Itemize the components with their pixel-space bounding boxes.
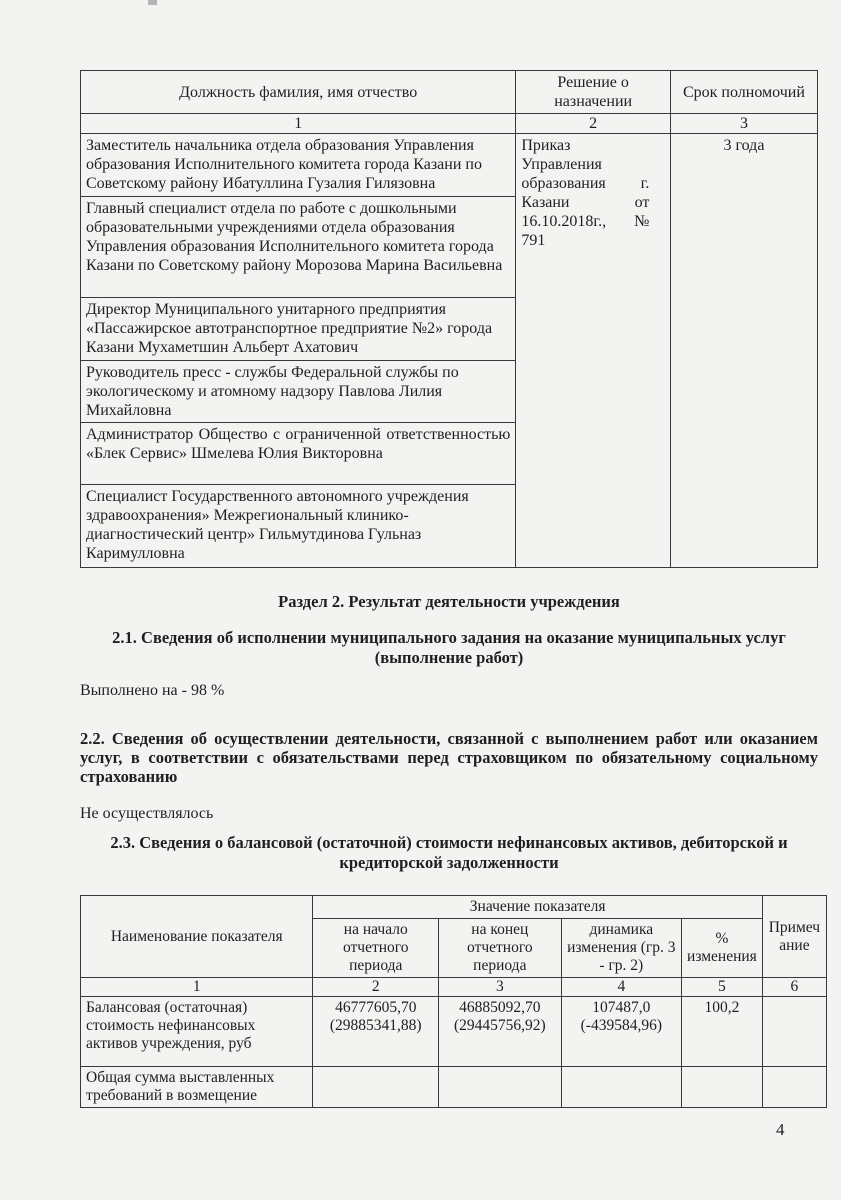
header-position: Должность фамилия, имя отчество: [81, 71, 516, 114]
value-percent: 100,2: [682, 997, 763, 1067]
value-percent: [682, 1067, 763, 1108]
value-start: [313, 1067, 439, 1108]
col-number: 3: [439, 978, 562, 997]
table-row: [81, 997, 827, 1067]
col-number: 6: [762, 978, 826, 997]
assets-table: [80, 895, 827, 1108]
not-done-text: Не осуществлялось: [80, 805, 214, 822]
indicator-name: Балансовая (остаточная) стоимость нефинансовых активов учреждения, руб: [81, 997, 313, 1067]
col-number: 4: [561, 978, 681, 997]
header-note: Примечание: [762, 896, 826, 978]
value-start: 46777605,70 (29885341,88): [313, 997, 439, 1067]
col-number: 2: [516, 114, 671, 134]
header-percent: % изменения: [682, 919, 763, 978]
col-number: 3: [670, 114, 817, 134]
table-row: Заместитель начальника отдела образования Управления образования Исполнительного комитета города Казани по Советскому району Ибатуллина Гузалия Гилязовна: [81, 134, 516, 197]
col-number: 1: [81, 978, 313, 997]
value-note: [762, 1067, 826, 1108]
table-row: Руководитель пресс - службы Федеральной службы по экологическому и атомному надзору Павлова Лилия Михайловна: [81, 361, 516, 423]
table-row: Специалист Государственного автономного учреждения здравоохранения» Межрегиональный клинико-диагностический центр» Гильмутдинова Гульназ Каримулловна: [81, 485, 516, 568]
header-term: Срок полномочий: [670, 71, 817, 114]
decision-text: Приказ Управления образования г. Казани от 16.10.2018г., № 791: [521, 137, 650, 249]
table-row: Главный специалист отдела по работе с дошкольными образовательными учреждениями отдела образования Управления образования Исполнительного комитета города Казани по Советскому району Морозова Марина Васильевна: [81, 197, 516, 298]
value-note: [762, 997, 826, 1067]
header-start: на начало отчетного периода: [313, 919, 439, 978]
appointment-decision: [516, 134, 671, 568]
col-number: 1: [81, 114, 516, 134]
subsection-2-1: 2.1. Сведения об исполнении муниципального задания на оказание муниципальных услуг (выполнение работ): [112, 628, 786, 667]
table-row: Директор Муниципального унитарного предприятия «Пассажирское автотранспортное предприятие №2» города Казани Мухаметшин Альберт Ахатович: [81, 298, 516, 361]
table-row: Администратор Общество с ограниченной ответственностью «Блек Сервис» Шмелева Юлия Викторовна: [81, 423, 516, 485]
subsection-2-2: 2.2. Сведения об осуществлении деятельности, связанной с выполнением работ или оказанием услуг, в соответствии с обязательствами перед страховщиком по обязательному социальному страхованию: [80, 729, 818, 786]
officials-table: [80, 70, 818, 568]
value-dynamics: 107487,0 (-439584,96): [561, 997, 681, 1067]
indicator-name: Общая сумма выставленных требований в возмещение: [81, 1067, 313, 1108]
page-number: 4: [776, 1120, 785, 1139]
staple-mark: [148, 0, 157, 5]
completion-text: Выполнено на - 98 %: [80, 682, 225, 699]
value-end: 46885092,70 (29445756,92): [439, 997, 562, 1067]
header-decision: Решение о назначении: [516, 71, 671, 114]
header-indicator-value: Значение показателя: [313, 896, 762, 919]
col-number: 5: [682, 978, 763, 997]
col-number: 2: [313, 978, 439, 997]
value-end: [439, 1067, 562, 1108]
value-dynamics: [561, 1067, 681, 1108]
header-dynamics: динамика изменения (гр. 3 - гр. 2): [561, 919, 681, 978]
header-indicator-name: Наименование показателя: [81, 896, 313, 978]
header-end: на конец отчетного периода: [439, 919, 562, 978]
subsection-2-3: 2.3. Сведения о балансовой (остаточной) стоимости нефинансовых активов, дебиторской и кредиторской задолженности: [110, 833, 788, 872]
term-of-office: 3 года: [670, 134, 817, 568]
table-row: [81, 1067, 827, 1108]
section-title: Раздел 2. Результат деятельности учреждения: [278, 592, 620, 611]
